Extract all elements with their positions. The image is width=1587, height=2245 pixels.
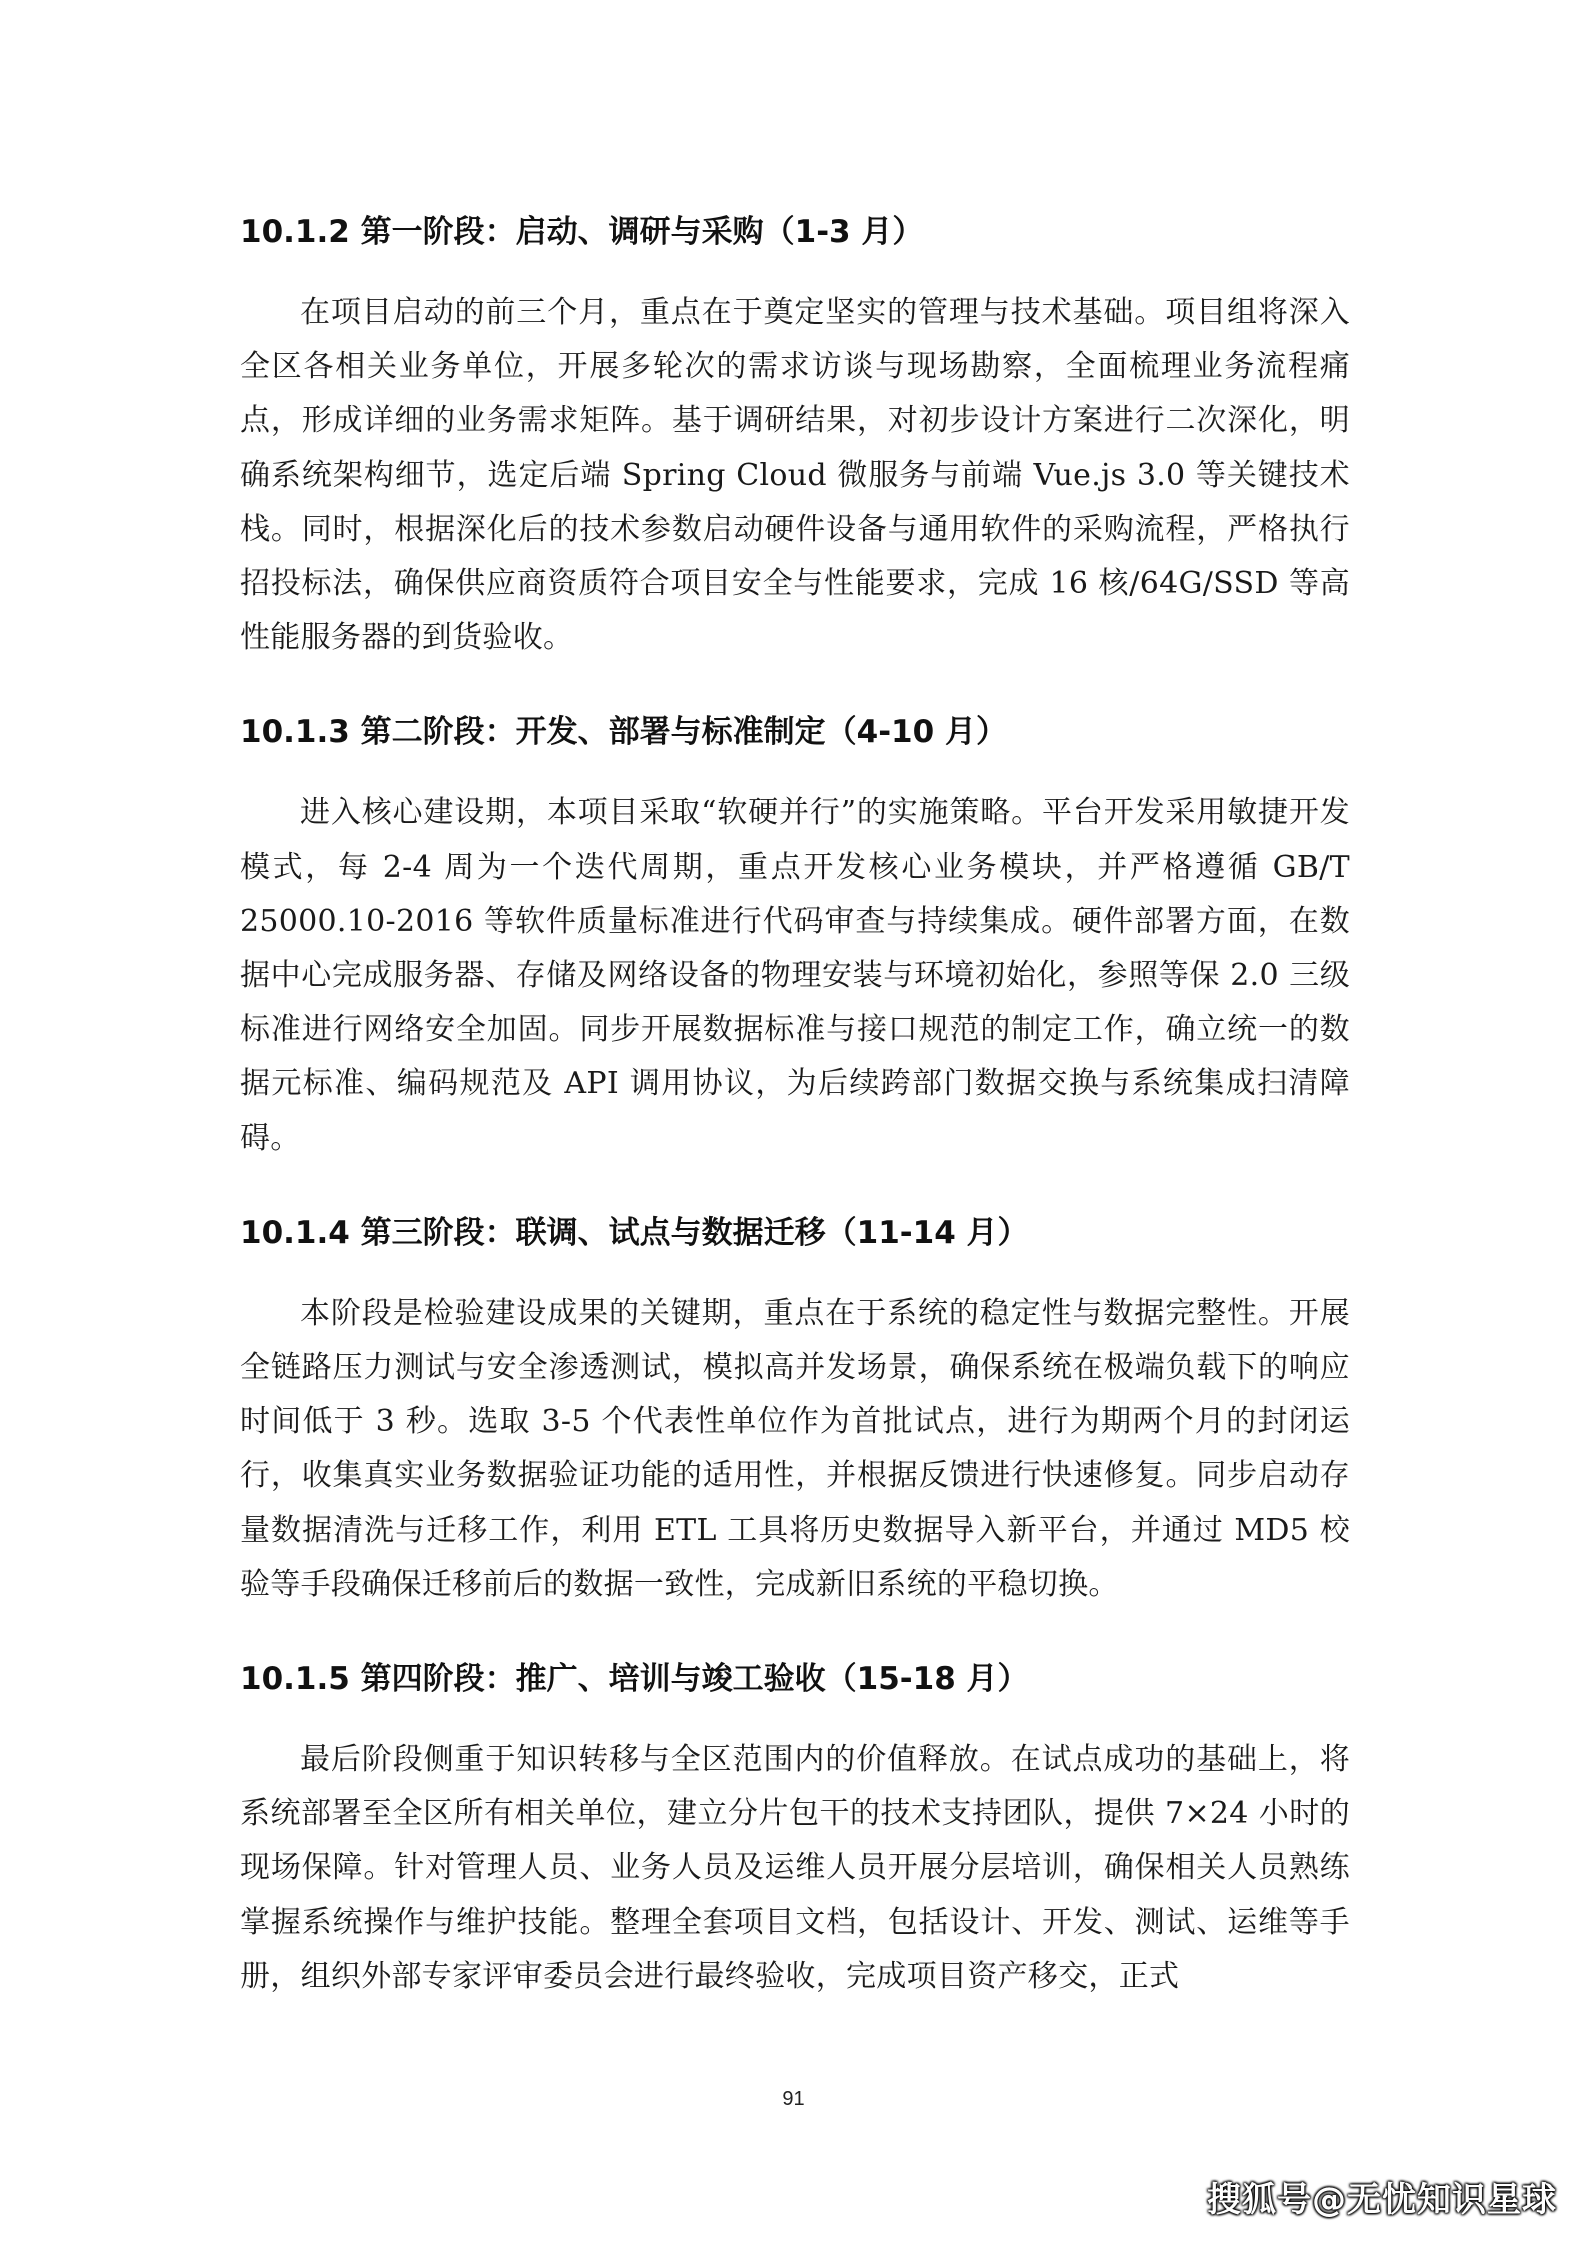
section-phase-4: [240, 1647, 1350, 2004]
section-paragraph: 最后阶段侧重于知识转移与全区范围内的价值释放。在试点成功的基础上，将系统部署至全区所有相关单位，建立分片包干的技术支持团队，提供 7×24 小时的现场保障。针对管理人员、业务人员及运维人员开展分层培训，确保相关人员熟练掌握系统操作与维护技能。整理全套项目文档，包括设计、开发、测试、运维等手册，组织外部专家评审委员会进行最终验收，完成项目资产移交，正式: [240, 1742, 1350, 1994]
section-phase-2: [240, 700, 1350, 1165]
section-heading: 10.1.2 第一阶段：启动、调研与采购（1-3 月）: [240, 214, 924, 250]
section-phase-1: [240, 200, 1350, 665]
section-paragraph: 在项目启动的前三个月，重点在于奠定坚实的管理与技术基础。项目组将深入全区各相关业务单位，开展多轮次的需求访谈与现场勘察，全面梳理业务流程痛点，形成详细的业务需求矩阵。基于调研结果，对初步设计方案进行二次深化，明确系统架构细节，选定后端 Spring Cloud 微服务与前端 Vue.js 3.0 等关键技术栈。同时，根据深化后的技术参数启动硬件设备与通用软件的采购流程，严格执行招投标法，确保供应商资质符合项目安全与性能要求，完成 16 核/64G/SSD 等高性能服务器的到货验收。: [240, 295, 1350, 656]
section-paragraph: 进入核心建设期，本项目采取“软硬并行”的实施策略。平台开发采用敏捷开发模式，每 2-4 周为一个迭代周期，重点开发核心业务模块，并严格遵循 GB/T 25000.10-2016 等软件质量标准进行代码审查与持续集成。硬件部署方面，在数据中心完成服务器、存储及网络设备的物理安装与环境初始化，参照等保 2.0 三级标准进行网络安全加固。同步开展数据标准与接口规范的制定工作，确立统一的数据元标准、编码规范及 API 调用协议，为后续跨部门数据交换与系统集成扫清障碍。: [240, 795, 1350, 1156]
section-heading: 10.1.5 第四阶段：推广、培训与竣工验收（15-18 月）: [240, 1661, 1029, 1698]
section-phase-3: [240, 1201, 1350, 1612]
page-content: [240, 200, 1350, 2039]
section-heading: 10.1.4 第三阶段：联调、试点与数据迁移（11-14 月）: [240, 1214, 1029, 1251]
section-paragraph: 本阶段是检验建设成果的关键期，重点在于系统的稳定性与数据完整性。开展全链路压力测试与安全渗透测试，模拟高并发场景，确保系统在极端负载下的响应时间低于 3 秒。选取 3-5 个代表性单位作为首批试点，进行为期两个月的封闭运行，收集真实业务数据验证功能的适用性，并根据反馈进行快速修复。同步启动存量数据清洗与迁移工作，利用 ETL 工具将历史数据导入新平台，并通过 MD5 校验等手段确保迁移前后的数据一致性，完成新旧系统的平稳切换。: [240, 1295, 1350, 1602]
section-heading: 10.1.3 第二阶段：开发、部署与标准制定（4-10 月）: [240, 714, 1007, 751]
page-number: 91: [782, 2088, 805, 2110]
watermark: 搜狐号@无忧知识星球: [1207, 2180, 1557, 2220]
